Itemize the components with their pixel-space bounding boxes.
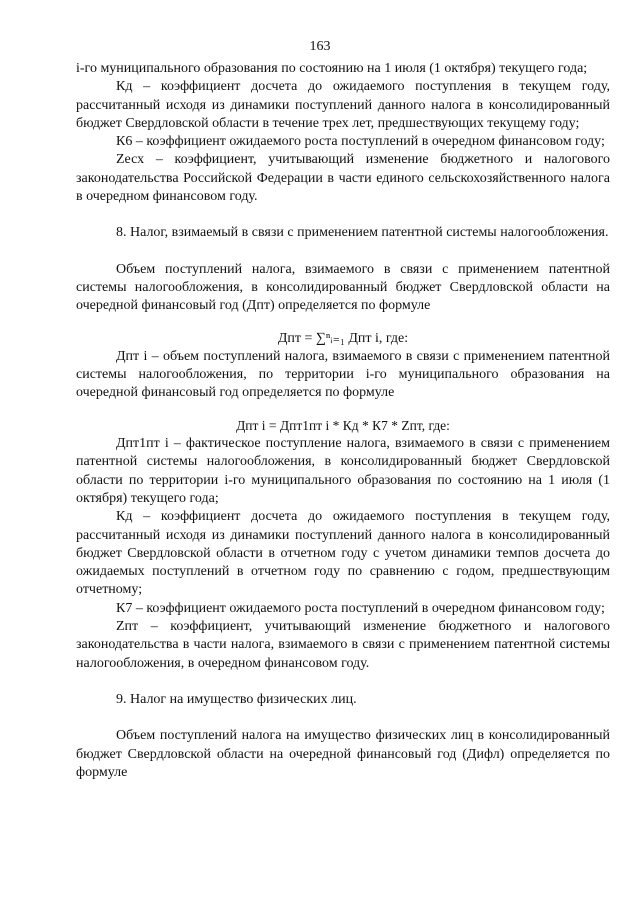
document-body — [76, 60, 610, 782]
paragraph-kd2-definition: Кд – коэффициент досчета до ожидаемого поступления в текущем году, рассчитанный исходя из динамики поступлений данного налога в консолидированный бюджет Свердловской области в отчетном году с учетом динамики темпов досчета до ожидаемых поступлений в отчетном году по сравнению с годом, предшествующим отчетному; — [76, 509, 610, 598]
paragraph-patent-volume: Объем поступлений налога, взимаемого в связи с применением патентной системы налогообложения, в консолидированный бюджет Свердловской области на очередной финансовый год (Дпт) определяется по формуле — [76, 261, 610, 314]
paragraph-property-tax-volume: Объем поступлений налога на имущество физических лиц в консолидированный бюджет Свердловской области на очередной финансовый год (Дифл) определяется по формуле — [76, 728, 610, 780]
paragraph-dpt1pt-definition: Дпт1пт i – фактическое поступление налога, взимаемого в связи с применением патентной системы налогообложения, в консолидированный бюджет Свердловской области по территории i-го муниципального образования по состоянию на 1 июля (1 октября) текущего года; — [76, 436, 610, 506]
paragraph-continuation: i-го муниципального образования по состоянию на 1 июля (1 октября) текущего года; — [76, 61, 588, 76]
paragraph-k6-definition: К6 – коэффициент ожидаемого роста поступлений в очередном финансовом году; — [116, 134, 605, 150]
paragraph-zesh-definition: Zесх – коэффициент, учитывающий изменение бюджетного и налогового законодательства Российской Федерации в части единого сельскохозяйственного налога в очередном финансовом году. — [76, 152, 610, 205]
page-number: 163 — [309, 39, 331, 54]
section-heading-8: 8. Налог, взимаемый в связи с применением патентной системы налогообложения. — [116, 225, 609, 241]
formula-dpt-i: Дпт i = Дпт1пт i * Кд * К7 * Zпт, где: — [236, 417, 450, 433]
paragraph-zpt-definition: Zпт – коэффициент, учитывающий изменение бюджетного и налогового законодательства в части налога, взимаемого в связи с применением патентной системы налогообложения, в очередном финансовом году. — [76, 619, 610, 671]
paragraph-k7-definition: К7 – коэффициент ожидаемого роста поступлений в очередном финансовом году; — [116, 600, 605, 616]
formula-dpt-sum: Дпт = ∑ⁿᵢ₌₁ Дпт i, где: — [277, 330, 409, 346]
section-heading-9: 9. Налог на имущество физических лиц. — [116, 691, 357, 707]
paragraph-dpt-i-definition: Дпт i – объем поступлений налога, взимаемого в связи с применением патентной системы налогообложения, по территории i-го муниципального образования на очередной финансовый год определяется по формуле — [76, 348, 610, 401]
paragraph-kd-definition: Кд – коэффициент досчета до ожидаемого поступления в текущем году, рассчитанный исходя из динамики поступлений данного налога в консолидированный бюджет Свердловской области в течение трех лет, предшествующих текущему году; — [76, 79, 610, 131]
